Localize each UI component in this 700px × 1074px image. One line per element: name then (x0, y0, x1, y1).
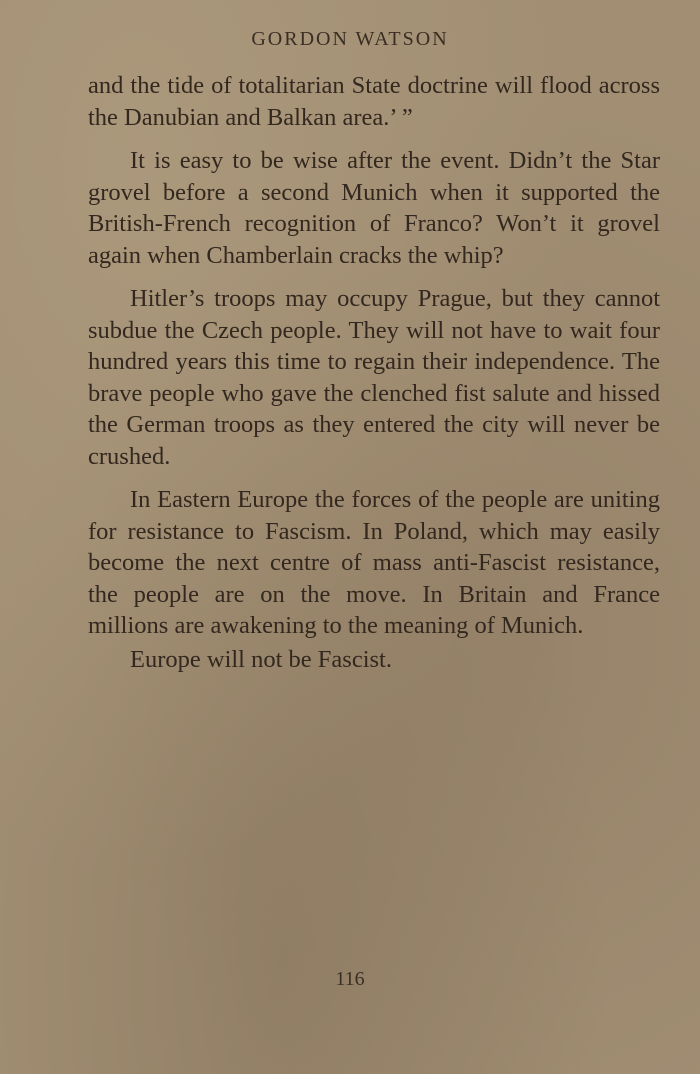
page-number: 116 (335, 968, 365, 990)
paragraph-star: It is easy to be wise after the event. Didn’t the Star grovel before a second Munich when it supported the British-French recognition of Franco? Won’t it grovel again when Chamberlain cracks the whip? (88, 147, 660, 269)
paragraph-eastern-europe: In Eastern Europe the forces of the people are uniting for resistance to Fascism. In Poland, which may easily become the next centre of mass anti-Fascist resistance, the people are on the move. In Britain and France millions are awakening to the meaning of Munich. (88, 486, 660, 639)
body-text (88, 70, 660, 687)
paragraph-prague: Hitler’s troops may occupy Prague, but they cannot subdue the Czech people. They will not have to wait four hundred years this time to regain their independence. The brave people who gave the clenched fist salute and hissed the German troops as they entered the city will never be crushed. (88, 285, 660, 470)
running-header: GORDON WATSON (251, 28, 449, 50)
paragraph-continuation: and the tide of totalitarian State doctrine will flood across the Danubian and Balkan area.’ ” (88, 72, 660, 131)
paragraph-conclusion: Europe will not be Fascist. (130, 645, 392, 673)
